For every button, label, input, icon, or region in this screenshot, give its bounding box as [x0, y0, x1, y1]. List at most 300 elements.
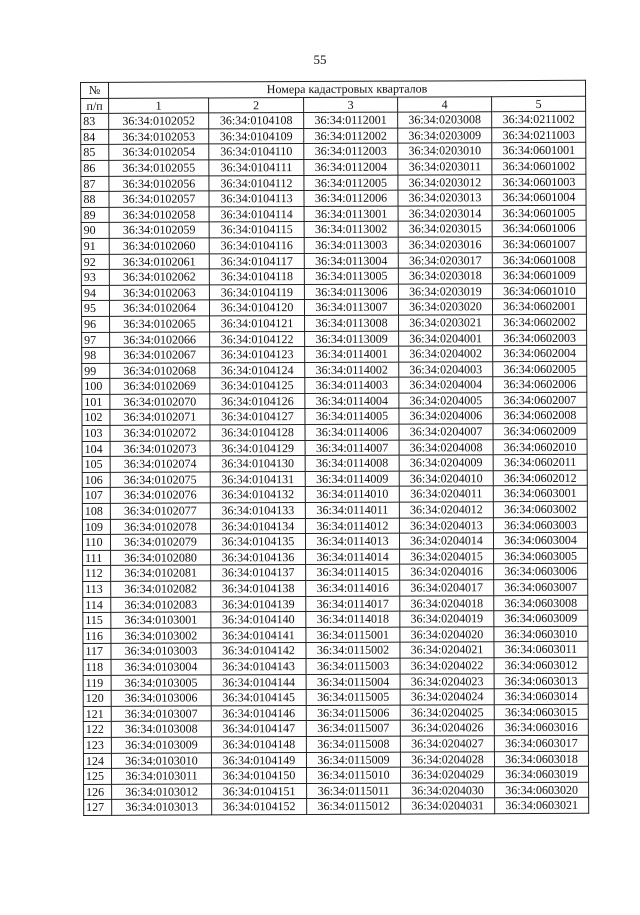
table-row	[82, 439, 587, 457]
table-row	[81, 158, 586, 176]
table-row	[83, 564, 588, 582]
cadastral-number-cell: 36:34:0204016	[400, 564, 494, 580]
cadastral-number-cell: 36:34:0104148	[211, 736, 306, 752]
cadastral-number-cell: 36:34:0102082	[111, 581, 211, 597]
cadastral-number-cell: 36:34:0603017	[494, 735, 588, 751]
cadastral-number-cell: 36:34:0204011	[399, 486, 493, 502]
row-number: 92	[81, 254, 109, 270]
row-number: 109	[82, 519, 110, 535]
cadastral-number-cell: 36:34:0204010	[399, 471, 493, 487]
table-row	[81, 236, 586, 254]
cadastral-number-cell: 36:34:0104137	[211, 565, 306, 581]
cadastral-number-cell: 36:34:0113008	[305, 315, 399, 331]
row-number: 125	[83, 768, 111, 784]
cadastral-number-cell: 36:34:0104130	[210, 456, 305, 472]
cadastral-number-cell: 36:34:0602009	[493, 423, 587, 439]
cadastral-number-cell: 36:34:0112003	[304, 143, 398, 159]
cadastral-number-cell: 36:34:0102072	[110, 425, 210, 441]
table-row	[83, 766, 588, 784]
cadastral-number-cell: 36:34:0203021	[399, 315, 493, 331]
cadastral-number-cell: 36:34:0113005	[304, 268, 398, 284]
cadastral-number-cell: 36:34:0103004	[111, 659, 211, 675]
cadastral-number-cell: 36:34:0102081	[111, 565, 211, 581]
row-number: 89	[81, 207, 109, 223]
cadastral-number-cell: 36:34:0115004	[306, 674, 400, 690]
table-row	[83, 626, 588, 644]
row-number: 86	[81, 160, 109, 176]
cadastral-number-cell: 36:34:0601006	[492, 221, 586, 237]
row-number: 127	[84, 800, 112, 816]
row-number: 117	[83, 644, 111, 660]
cadastral-number-cell: 36:34:0102080	[111, 550, 211, 566]
cadastral-number-cell: 36:34:0601001	[492, 143, 586, 159]
table-row	[82, 408, 587, 426]
cadastral-number-cell: 36:34:0102083	[111, 597, 211, 613]
cadastral-number-cell: 36:34:0204007	[399, 424, 493, 440]
table-row	[82, 517, 587, 535]
row-number: 126	[84, 784, 112, 800]
table-row	[83, 642, 588, 660]
cadastral-number-cell: 36:34:0102061	[109, 253, 209, 269]
cadastral-number-cell: 36:34:0104151	[212, 783, 307, 799]
table-row	[84, 798, 589, 816]
row-number: 98	[82, 347, 110, 363]
cadastral-number-cell: 36:34:0204015	[400, 549, 494, 565]
cadastral-number-cell: 36:34:0602006	[493, 377, 587, 393]
cadastral-number-cell: 36:34:0103007	[111, 706, 211, 722]
cadastral-number-cell: 36:34:0103013	[112, 799, 212, 815]
cadastral-number-cell: 36:34:0102065	[110, 316, 210, 332]
cadastral-number-cell: 36:34:0203020	[398, 299, 492, 315]
cadastral-number-cell: 36:34:0103006	[111, 690, 211, 706]
table-row	[82, 330, 587, 348]
table-row	[83, 548, 588, 566]
table-row	[81, 221, 586, 239]
cadastral-number-cell: 36:34:0103003	[111, 643, 211, 659]
cadastral-number-cell: 36:34:0104144	[211, 674, 306, 690]
cadastral-number-cell: 36:34:0114002	[305, 362, 399, 378]
cadastral-number-cell: 36:34:0203013	[398, 190, 492, 206]
group-title-header: Номера кадастровых кварталов	[109, 80, 586, 98]
cadastral-number-cell: 36:34:0203016	[398, 237, 492, 253]
cadastral-number-cell: 36:34:0102064	[109, 300, 209, 316]
row-number: 122	[83, 722, 111, 738]
cadastral-number-cell: 36:34:0104140	[211, 612, 306, 628]
cadastral-number-cell: 36:34:0603003	[493, 517, 587, 533]
cadastral-number-cell: 36:34:0603016	[494, 720, 588, 736]
cadastral-number-cell: 36:34:0102074	[110, 456, 210, 472]
cadastral-number-cell: 36:34:0204009	[399, 455, 493, 471]
cadastral-number-cell: 36:34:0115005	[306, 689, 400, 705]
table-row	[82, 392, 587, 410]
cadastral-number-cell: 36:34:0203015	[398, 221, 492, 237]
cadastral-number-cell: 36:34:0102053	[109, 129, 209, 145]
cadastral-number-cell: 36:34:0113006	[304, 284, 398, 300]
cadastral-number-cell: 36:34:0112002	[304, 128, 398, 144]
cadastral-number-cell: 36:34:0104147	[211, 721, 306, 737]
cadastral-number-cell: 36:34:0104132	[210, 487, 305, 503]
column-header-5: 5	[492, 96, 586, 112]
cadastral-number-cell: 36:34:0603011	[494, 642, 588, 658]
table-row	[83, 673, 588, 691]
cadastral-number-cell: 36:34:0203019	[398, 283, 492, 299]
cadastral-number-cell: 36:34:0204014	[399, 533, 493, 549]
cadastral-number-cell: 36:34:0104128	[210, 425, 305, 441]
cadastral-number-cell: 36:34:0603012	[494, 657, 588, 673]
table-row	[81, 205, 586, 223]
cadastral-number-cell: 36:34:0602010	[493, 439, 587, 455]
cadastral-number-cell: 36:34:0602005	[493, 361, 587, 377]
row-number: 84	[81, 129, 109, 145]
cadastral-number-cell: 36:34:0204018	[400, 595, 494, 611]
row-number: 83	[81, 114, 109, 130]
cadastral-number-cell: 36:34:0113001	[304, 206, 398, 222]
cadastral-number-cell: 36:34:0601003	[492, 174, 586, 190]
cadastral-number-cell: 36:34:0204012	[399, 502, 493, 518]
cadastral-number-cell: 36:34:0104116	[209, 237, 304, 253]
cadastral-number-cell: 36:34:0115006	[306, 705, 400, 721]
cadastral-number-cell: 36:34:0602003	[493, 330, 587, 346]
table-row	[82, 486, 587, 504]
cadastral-number-cell: 36:34:0115001	[306, 627, 400, 643]
cadastral-number-cell: 36:34:0103012	[112, 784, 212, 800]
cadastral-number-cell: 36:34:0104110	[209, 144, 304, 160]
row-number: 108	[82, 503, 110, 519]
cadastral-number-cell: 36:34:0102069	[110, 378, 210, 394]
cadastral-number-cell: 36:34:0102062	[109, 269, 209, 285]
table-row	[83, 704, 588, 722]
cadastral-number-cell: 36:34:0102054	[109, 144, 209, 160]
cadastral-number-cell: 36:34:0104108	[209, 113, 304, 129]
cadastral-number-cell: 36:34:0104115	[209, 222, 304, 238]
row-number: 96	[82, 316, 110, 332]
cadastral-number-cell: 36:34:0104146	[211, 705, 306, 721]
cadastral-number-cell: 36:34:0104139	[211, 596, 306, 612]
cadastral-number-cell: 36:34:0112001	[304, 112, 398, 128]
cadastral-number-cell: 36:34:0104127	[210, 409, 305, 425]
cadastral-number-cell: 36:34:0104121	[210, 315, 305, 331]
row-number: 88	[81, 192, 109, 208]
row-number: 118	[83, 659, 111, 675]
cadastral-number-cell: 36:34:0102077	[110, 503, 210, 519]
cadastral-number-cell: 36:34:0103002	[111, 628, 211, 644]
num-sub-header: п/п	[81, 98, 109, 114]
cadastral-number-cell: 36:34:0602001	[492, 299, 586, 315]
cadastral-number-cell: 36:34:0102063	[109, 285, 209, 301]
cadastral-number-cell: 36:34:0603002	[493, 501, 587, 517]
cadastral-number-cell: 36:34:0204001	[399, 330, 493, 346]
cadastral-number-cell: 36:34:0103005	[111, 674, 211, 690]
cadastral-number-cell: 36:34:0113009	[305, 331, 399, 347]
table-row	[83, 579, 588, 597]
cadastral-number-cell: 36:34:0104143	[211, 658, 306, 674]
cadastral-number-cell: 36:34:0102052	[109, 113, 209, 129]
table-row	[83, 735, 588, 753]
row-number: 106	[82, 472, 110, 488]
cadastral-number-cell: 36:34:0603018	[494, 751, 588, 767]
row-number: 110	[82, 535, 110, 551]
table-header	[81, 80, 586, 113]
cadastral-number-cell: 36:34:0203008	[398, 112, 492, 128]
table-row	[81, 283, 586, 301]
cadastral-number-cell: 36:34:0601002	[492, 158, 586, 174]
table-row	[82, 470, 587, 488]
cadastral-number-cell: 36:34:0203012	[398, 174, 492, 190]
row-number: 100	[82, 379, 110, 395]
cadastral-number-cell: 36:34:0115012	[307, 798, 401, 814]
cadastral-number-cell: 36:34:0204022	[400, 658, 494, 674]
cadastral-number-cell: 36:34:0104111	[209, 159, 304, 175]
cadastral-number-cell: 36:34:0115010	[306, 767, 400, 783]
cadastral-number-cell: 36:34:0102075	[110, 472, 210, 488]
row-number: 103	[82, 425, 110, 441]
cadastral-number-cell: 36:34:0114014	[306, 549, 400, 565]
cadastral-number-cell: 36:34:0102067	[110, 347, 210, 363]
cadastral-number-cell: 36:34:0104119	[209, 284, 304, 300]
cadastral-number-cell: 36:34:0104149	[211, 752, 306, 768]
cadastral-number-cell: 36:34:0104138	[211, 581, 306, 597]
cadastral-number-cell: 36:34:0602012	[493, 470, 587, 486]
row-number: 87	[81, 176, 109, 192]
row-number: 116	[83, 628, 111, 644]
row-number: 123	[83, 737, 111, 753]
cadastral-number-cell: 36:34:0104125	[210, 378, 305, 394]
cadastral-number-cell: 36:34:0603004	[493, 533, 587, 549]
cadastral-number-cell: 36:34:0102071	[110, 409, 210, 425]
cadastral-number-cell: 36:34:0114016	[306, 580, 400, 596]
cadastral-number-cell: 36:34:0104129	[210, 440, 305, 456]
cadastral-number-cell: 36:34:0112005	[304, 175, 398, 191]
cadastral-number-cell: 36:34:0204029	[400, 767, 494, 783]
cadastral-number-cell: 36:34:0603020	[495, 782, 589, 798]
cadastral-number-cell: 36:34:0104109	[209, 128, 304, 144]
cadastral-number-cell: 36:34:0603001	[493, 486, 587, 502]
cadastral-number-cell: 36:34:0114008	[305, 455, 399, 471]
cadastral-number-cell: 36:34:0203011	[398, 159, 492, 175]
cadastral-number-cell: 36:34:0203017	[398, 252, 492, 268]
row-number: 102	[82, 410, 110, 426]
row-number: 97	[82, 332, 110, 348]
cadastral-number-cell: 36:34:0104120	[209, 300, 304, 316]
cadastral-number-cell: 36:34:0204019	[400, 611, 494, 627]
row-number: 93	[81, 269, 109, 285]
cadastral-number-cell: 36:34:0204008	[399, 439, 493, 455]
row-number: 85	[81, 145, 109, 161]
cadastral-number-cell: 36:34:0102055	[109, 160, 209, 176]
cadastral-number-cell: 36:34:0102057	[109, 191, 209, 207]
cadastral-number-cell: 36:34:0102059	[109, 222, 209, 238]
cadastral-number-cell: 36:34:0601004	[492, 189, 586, 205]
cadastral-number-cell: 36:34:0114003	[305, 377, 399, 393]
table-row	[81, 189, 586, 207]
cadastral-number-cell: 36:34:0204021	[400, 642, 494, 658]
row-number: 90	[81, 223, 109, 239]
cadastral-number-cell: 36:34:0104131	[210, 471, 305, 487]
cadastral-number-cell: 36:34:0114009	[305, 471, 399, 487]
cadastral-number-cell: 36:34:0203018	[398, 268, 492, 284]
cadastral-number-cell: 36:34:0104150	[211, 768, 306, 784]
row-number: 101	[82, 394, 110, 410]
row-number: 104	[82, 441, 110, 457]
cadastral-number-cell: 36:34:0112004	[304, 159, 398, 175]
cadastral-number-cell: 36:34:0102056	[109, 176, 209, 192]
cadastral-number-cell: 36:34:0602007	[493, 392, 587, 408]
cadastral-number-cell: 36:34:0204024	[400, 689, 494, 705]
cadastral-number-cell: 36:34:0114012	[305, 518, 399, 534]
column-header-3: 3	[304, 97, 398, 113]
cadastral-number-cell: 36:34:0204020	[400, 626, 494, 642]
cadastral-number-cell: 36:34:0113003	[304, 237, 398, 253]
table-row	[82, 377, 587, 395]
cadastral-number-cell: 36:34:0204028	[400, 751, 494, 767]
cadastral-number-cell: 36:34:0104141	[211, 627, 306, 643]
table-row	[81, 174, 586, 192]
cadastral-number-cell: 36:34:0115009	[306, 752, 400, 768]
cadastral-number-cell: 36:34:0103010	[111, 752, 211, 768]
cadastral-number-cell: 36:34:0103009	[111, 737, 211, 753]
cadastral-number-cell: 36:34:0113004	[304, 253, 398, 269]
cadastral-number-cell: 36:34:0104113	[209, 191, 304, 207]
cadastral-number-cell: 36:34:0113007	[304, 299, 398, 315]
cadastral-number-cell: 36:34:0114018	[306, 611, 400, 627]
cadastral-number-cell: 36:34:0602011	[493, 455, 587, 471]
cadastral-number-cell: 36:34:0114005	[305, 409, 399, 425]
cadastral-number-cell: 36:34:0103008	[111, 721, 211, 737]
column-header-4: 4	[398, 96, 492, 112]
cadastral-number-cell: 36:34:0114011	[305, 502, 399, 518]
cadastral-number-cell: 36:34:0102073	[110, 441, 210, 457]
row-number: 91	[81, 238, 109, 254]
cadastral-number-cell: 36:34:0104114	[209, 206, 304, 222]
cadastral-number-cell: 36:34:0203010	[398, 143, 492, 159]
row-number: 112	[83, 566, 111, 582]
cadastral-number-cell: 36:34:0102058	[109, 207, 209, 223]
cadastral-number-cell: 36:34:0603009	[494, 610, 588, 626]
cadastral-number-cell: 36:34:0603013	[494, 673, 588, 689]
cadastral-number-cell: 36:34:0104142	[211, 643, 306, 659]
cadastral-number-cell: 36:34:0104135	[210, 534, 305, 550]
row-number: 119	[83, 675, 111, 691]
table-row	[81, 267, 586, 285]
cadastral-number-cell: 36:34:0601005	[492, 205, 586, 221]
row-number: 95	[81, 301, 109, 317]
cadastral-number-cell: 36:34:0102060	[109, 238, 209, 254]
row-number: 120	[83, 691, 111, 707]
cadastral-number-cell: 36:34:0204004	[399, 377, 493, 393]
table-row	[83, 595, 588, 613]
cadastral-number-cell: 36:34:0602002	[493, 314, 587, 330]
cadastral-number-cell: 36:34:0102066	[110, 331, 210, 347]
column-header-2: 2	[209, 97, 304, 113]
cadastral-number-cell: 36:34:0104112	[209, 175, 304, 191]
cadastral-number-cell: 36:34:0204017	[400, 580, 494, 596]
cadastral-number-cell: 36:34:0115011	[307, 783, 401, 799]
table-row	[81, 252, 586, 270]
cadastral-number-cell: 36:34:0115008	[306, 736, 400, 752]
cadastral-number-cell: 36:34:0103001	[111, 612, 211, 628]
row-number: 124	[83, 753, 111, 769]
cadastral-number-cell: 36:34:0603006	[494, 564, 588, 580]
cadastral-number-cell: 36:34:0602004	[493, 345, 587, 361]
cadastral-number-cell: 36:34:0204030	[401, 782, 495, 798]
cadastral-number-cell: 36:34:0204025	[400, 704, 494, 720]
cadastral-number-cell: 36:34:0603010	[494, 626, 588, 642]
cadastral-number-cell: 36:34:0102079	[110, 534, 210, 550]
cadastral-number-cell: 36:34:0204005	[399, 393, 493, 409]
num-column-header: №	[81, 82, 109, 98]
table-row	[82, 345, 587, 363]
cadastral-number-cell: 36:34:0104117	[209, 253, 304, 269]
table-row	[83, 610, 588, 628]
cadastral-number-cell: 36:34:0102070	[110, 394, 210, 410]
cadastral-number-cell: 36:34:0601010	[492, 283, 586, 299]
cadastral-number-cell: 36:34:0114013	[305, 533, 399, 549]
table-row	[82, 455, 587, 473]
cadastral-number-cell: 36:34:0204006	[399, 408, 493, 424]
table-row	[81, 111, 586, 129]
cadastral-number-cell: 36:34:0204002	[399, 346, 493, 362]
cadastral-number-cell: 36:34:0601007	[492, 236, 586, 252]
table-row	[83, 751, 588, 769]
cadastral-number-cell: 36:34:0103011	[111, 768, 211, 784]
cadastral-number-cell: 36:34:0603007	[494, 579, 588, 595]
row-number: 94	[81, 285, 109, 301]
cadastral-number-cell: 36:34:0603014	[494, 688, 588, 704]
table-row	[82, 533, 587, 551]
cadastral-number-cell: 36:34:0603005	[494, 548, 588, 564]
cadastral-number-cell: 36:34:0204026	[400, 720, 494, 736]
table-row	[83, 657, 588, 675]
cadastral-number-cell: 36:34:0203009	[398, 127, 492, 143]
table-row	[83, 688, 588, 706]
cadastral-number-cell: 36:34:0104136	[211, 549, 306, 565]
cadastral-number-cell: 36:34:0114017	[306, 596, 400, 612]
cadastral-number-cell: 36:34:0102068	[110, 363, 210, 379]
table-row	[82, 423, 587, 441]
cadastral-number-cell: 36:34:0603019	[494, 766, 588, 782]
cadastral-quarters-table	[80, 80, 589, 816]
row-number: 107	[82, 488, 110, 504]
table-body	[81, 111, 589, 815]
cadastral-number-cell: 36:34:0211003	[492, 127, 586, 143]
cadastral-number-cell: 36:34:0115002	[306, 642, 400, 658]
cadastral-number-cell: 36:34:0114007	[305, 440, 399, 456]
table-row	[82, 314, 587, 332]
cadastral-number-cell: 36:34:0115007	[306, 720, 400, 736]
cadastral-number-cell: 36:34:0204003	[399, 361, 493, 377]
cadastral-number-cell: 36:34:0115003	[306, 658, 400, 674]
cadastral-number-cell: 36:34:0104145	[211, 690, 306, 706]
cadastral-number-cell: 36:34:0602008	[493, 408, 587, 424]
row-number: 114	[83, 597, 111, 613]
cadastral-number-cell: 36:34:0603008	[494, 595, 588, 611]
table-row	[84, 782, 589, 800]
cadastral-number-cell: 36:34:0104123	[210, 347, 305, 363]
cadastral-number-cell: 36:34:0204013	[399, 517, 493, 533]
cadastral-number-cell: 36:34:0112006	[304, 190, 398, 206]
cadastral-number-cell: 36:34:0104126	[210, 393, 305, 409]
cadastral-number-cell: 36:34:0104133	[210, 503, 305, 519]
cadastral-number-cell: 36:34:0603015	[494, 704, 588, 720]
cadastral-number-cell: 36:34:0104152	[212, 799, 307, 815]
cadastral-number-cell: 36:34:0114006	[305, 424, 399, 440]
cadastral-number-cell: 36:34:0203014	[398, 205, 492, 221]
cadastral-number-cell: 36:34:0104122	[210, 331, 305, 347]
cadastral-number-cell: 36:34:0204027	[400, 736, 494, 752]
cadastral-number-cell: 36:34:0102076	[110, 487, 210, 503]
cadastral-number-cell: 36:34:0114015	[306, 565, 400, 581]
cadastral-number-cell: 36:34:0601009	[492, 267, 586, 283]
